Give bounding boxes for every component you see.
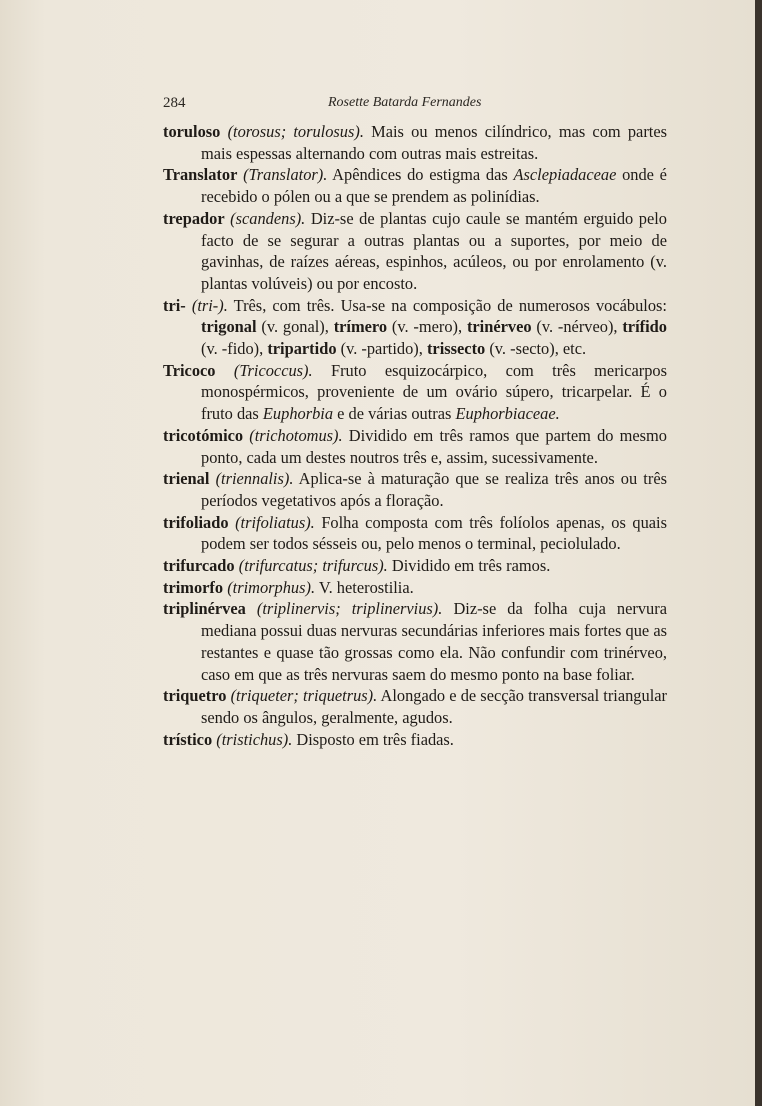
entry-latin-name: (scandens). — [230, 208, 306, 228]
entry-term: Translator — [163, 165, 238, 185]
derived-word: trissecto — [426, 339, 486, 359]
derived-word: tripartido — [267, 339, 337, 359]
entry-term: trepador — [163, 208, 225, 228]
entry-latin-name: (trifoliatus). — [235, 512, 315, 532]
entry-latin-name: (tri-). — [191, 295, 228, 315]
glossary-entry-trifurcado — [163, 555, 667, 577]
entry-latin-name: (trimorphus). — [227, 577, 316, 597]
glossary-entry-trimorfo — [163, 577, 667, 599]
glossary-entry-toruloso — [163, 121, 667, 164]
entry-definition: Fruto esquizocárpico, com três mericarpos monospérmicos, proveniente de um ovário súpero, tricarpelar. É o fruto das — [201, 360, 667, 424]
page-number: 284 — [163, 95, 186, 111]
entry-definition: Folha composta com três folíolos apenas, os quais podem ser todos sésseis ou, pelo menos o terminal, peciolulado. — [201, 512, 667, 554]
derived-word: trinérveo — [466, 317, 532, 337]
entry-definition: Diz-se de plantas cujo caule se mantém erguido pelo facto de se segurar a outras plantas ou a suportes, por meio de gavinhas, de raízes aéreas, espinhos, acúleos, ou por enrolamento (v. plantas volúveis) ou por encosto. — [201, 208, 667, 293]
page-header — [163, 95, 667, 115]
entry-term: triplinérvea — [163, 599, 246, 619]
entry-term: trifoliado — [163, 512, 229, 532]
glossary-entry-tricoco — [163, 360, 667, 425]
entry-definition-cont: onde é recebido o pólen ou a que se prendem as polinídias. — [201, 165, 667, 207]
entry-definition: Disposto em três fiadas. — [296, 729, 454, 749]
entry-definition: Aplica-se à maturação que se realiza três anos ou três períodos vegetativos após a floração. — [201, 469, 667, 510]
entry-latin-name: (trichotomus). — [249, 425, 343, 445]
glossary-entry-trienal — [163, 468, 667, 511]
entry-term: trifurcado — [163, 556, 235, 576]
glossary-entry-translator — [163, 164, 667, 207]
entry-term: triquetro — [163, 686, 227, 706]
entry-latin-name: (triplinervis; triplinervius). — [256, 599, 443, 619]
entry-definition: Três, com três. Usa-se na composição de numerosos vocábulos: — [233, 295, 667, 315]
entry-term: tricotómico — [163, 425, 244, 445]
entry-latin-name: (torosus; torulosus). — [227, 122, 364, 141]
derived-word: trímero — [333, 317, 388, 337]
derived-ref: (v. -secto), etc. — [489, 339, 587, 359]
entry-taxon: Euphorbia — [262, 404, 334, 424]
entry-term: tri- — [163, 295, 186, 315]
entry-definition: Dividido em três ramos que partem do mesmo ponto, cada um destes noutros três e, assim, sucessivamente. — [201, 425, 667, 467]
derived-ref: (v. -partido), — [340, 339, 423, 359]
derived-word: trífido — [622, 317, 667, 337]
entry-taxon: Euphorbiaceae. — [455, 404, 560, 424]
derived-ref: (v. -fido), — [201, 339, 264, 359]
entry-definition: Apêndices do estigma das — [332, 165, 508, 185]
glossary-entry-trifoliado — [163, 512, 667, 555]
page-edge-shadow — [755, 0, 762, 1106]
entry-latin-name: (triennalis). — [215, 469, 294, 489]
derived-ref: (v. gonal), — [261, 317, 329, 337]
entry-latin-name: (trifurcatus; trifurcus). — [238, 556, 388, 576]
entry-definition-cont: e de várias outras — [337, 404, 452, 424]
entry-term: toruloso — [163, 122, 221, 141]
entry-definition: Diz-se da folha cuja nervura mediana possui duas nervuras secundárias inferiores mais fortes que as restantes e quase tão grossas como ela. Não confundir com trinérveo, caso em que as três nervuras saem do mesmo ponto na base foliar. — [201, 599, 667, 684]
running-head: Rosette Batarda Fernandes — [328, 95, 482, 110]
glossary-entry-tri — [163, 295, 667, 360]
glossary-entry-triplinervea — [163, 598, 667, 685]
entry-latin-name: (Translator). — [243, 165, 328, 185]
entry-definition: V. heterostilia. — [318, 577, 414, 597]
entry-definition: Dividido em três ramos. — [391, 556, 551, 576]
glossary-entry-triquetro — [163, 685, 667, 728]
entry-latin-name: (Tricoccus). — [233, 360, 313, 380]
derived-ref: (v. -nérveo), — [536, 317, 618, 337]
glossary-entries — [163, 121, 667, 750]
entry-term: trienal — [163, 469, 210, 489]
entry-term: trimorfo — [163, 577, 224, 597]
entry-term: Tricoco — [163, 360, 216, 380]
entry-taxon: Asclepiadaceae — [513, 165, 617, 185]
glossary-entry-tricotomico — [163, 425, 667, 468]
derived-ref: (v. -mero), — [391, 317, 463, 337]
entry-definition: Mais ou menos cilíndrico, mas com partes mais espessas alternando com outras mais estreitas. — [201, 122, 667, 163]
glossary-entry-trepador — [163, 208, 667, 295]
glossary-entry-tristico — [163, 729, 667, 751]
entry-latin-name: (triqueter; triquetrus). — [230, 686, 378, 706]
entry-term: trístico — [163, 729, 213, 749]
entry-definition: Alongado e de secção transversal triangular sendo os ângulos, geralmente, agudos. — [201, 686, 667, 727]
entry-latin-name: (tristichus). — [216, 729, 293, 749]
derived-word: trigonal — [201, 317, 257, 337]
